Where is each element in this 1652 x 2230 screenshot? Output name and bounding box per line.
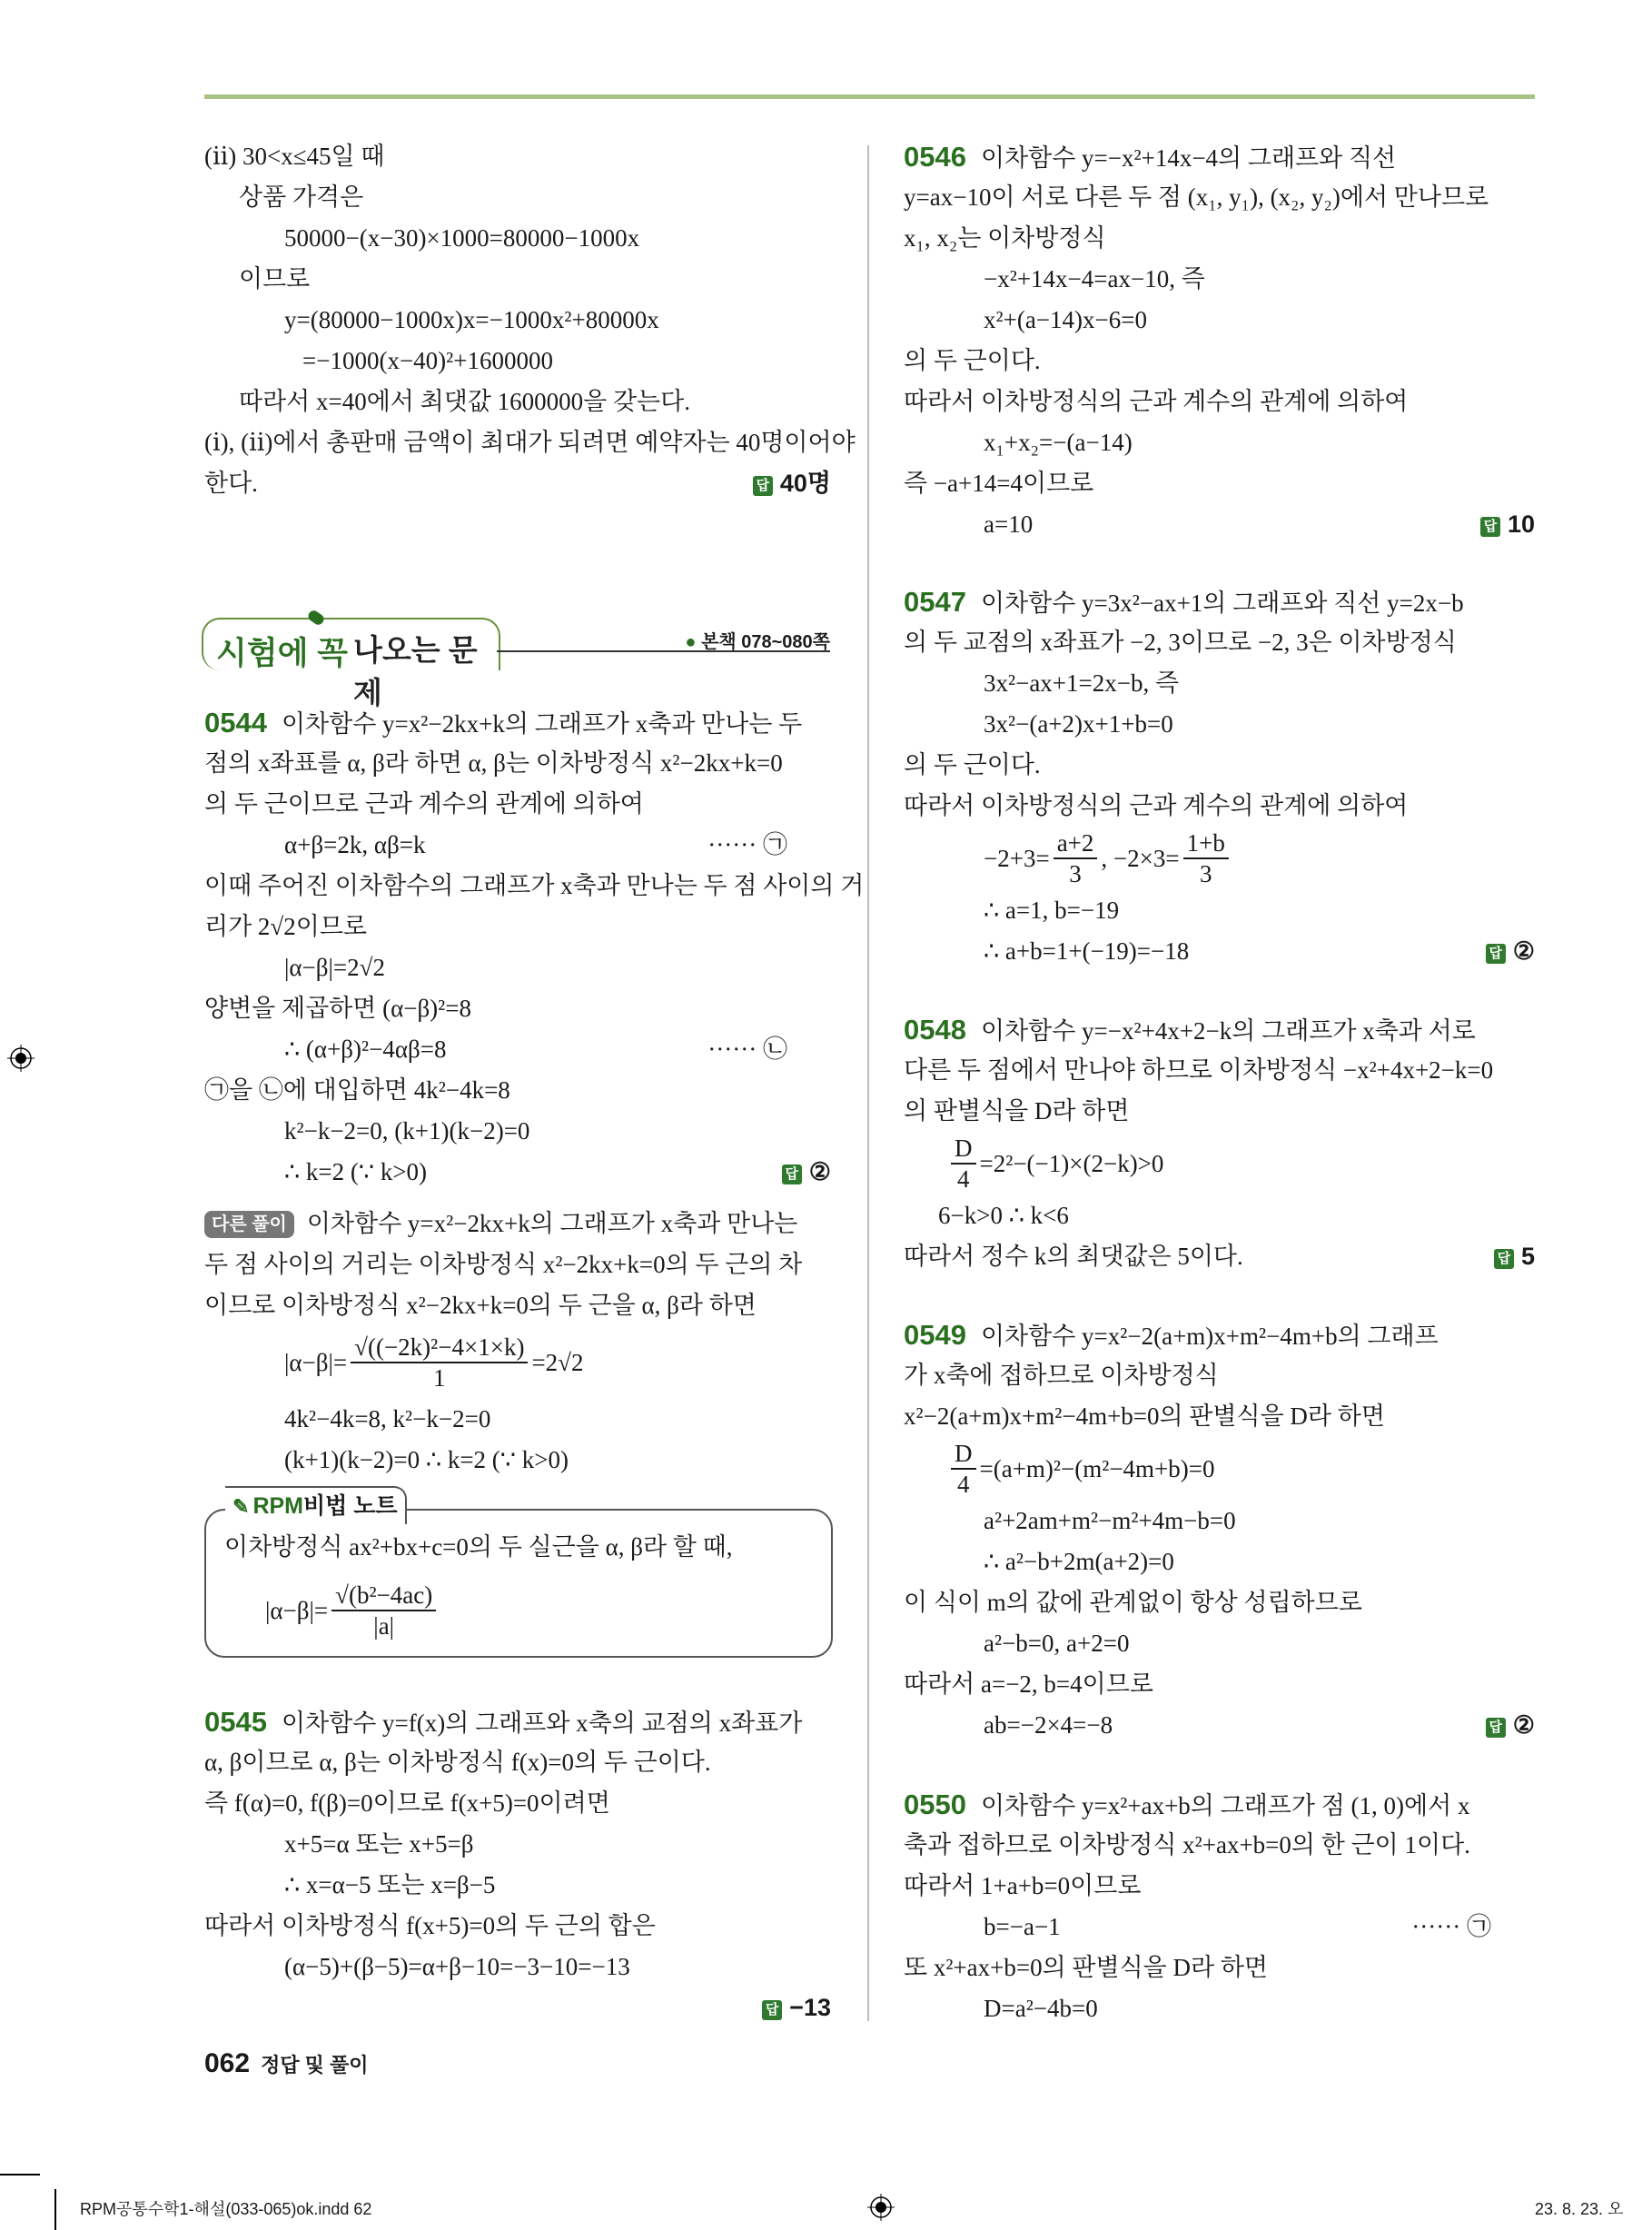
denominator: 3 [1069,860,1082,887]
text-line: 50000−(x−30)×1000=80000−1000x [284,224,640,252]
text-line: x₁+x₂=−(a−14) [984,429,1133,456]
denominator: 4 [957,1165,970,1193]
text-line: 의 두 근이다. [904,347,1041,374]
text-line: 따라서 1+a+b=0이므로 [904,1872,1142,1899]
denominator: 3 [1199,860,1212,887]
fraction [951,1134,976,1194]
slug-date: 23. 8. 23. 오 [1535,2200,1624,2218]
text: 한다. [204,470,258,497]
problem-0545 [204,1701,831,2028]
fraction [951,1439,976,1499]
bullet-icon: ● [685,632,702,652]
text-line [904,1009,1535,1050]
text-line: ㉠을 ㉡에 대입하면 4k²−4k=8 [204,1076,510,1104]
problem-0550 [904,1784,1535,2029]
note-label-text: 비법 노트 [303,1493,398,1519]
text-line [204,463,831,504]
text-line: y=ax−10이 서로 다른 두 점 (x₁, y₁), (x₂, y₂)에서 만나므로 [904,183,1489,211]
answer-badge-icon: 답 [1486,1718,1506,1738]
text: =(a+m)²−(m²−4m+b)=0 [979,1454,1215,1482]
note-text: 이차방정식 ax²+bx+c=0의 두 실근을 α, β라 할 때, [224,1533,733,1561]
numerator: √(b²−4ac) [331,1581,436,1611]
text-line: x+5=α 또는 x+5=β [284,1830,474,1858]
alternate-solution [204,1204,831,1481]
section-title-green: 시험에 꼭 [216,636,348,671]
rpm-note-box [204,1509,833,1658]
text-line: 따라서 이차방정식의 근과 계수의 관계에 의하여 [904,388,1409,415]
answer [1480,504,1535,545]
text-line: 따라서 a=−2, b=4이므로 [904,1670,1153,1698]
fraction [1054,828,1098,888]
text: ab=−2×4=−8 [984,1711,1113,1739]
text-line: k²−k−2=0, (k+1)(k−2)=0 [284,1117,530,1145]
text: =2√2 [531,1348,584,1376]
text-line: (ⅱ) 30<x≤45일 때 [204,143,385,170]
text: ∴ (α+β)²−4αβ=8 [284,1036,447,1063]
answer-value: 10 [1507,510,1535,538]
answer-badge-icon: 답 [762,2000,782,2020]
text-line: 다른 두 점에서 만나야 하므로 이차방정식 −x²+4x+2−k=0 [904,1056,1494,1084]
answer-value: ② [1512,1711,1535,1739]
fraction [331,1581,436,1640]
text-line: 이 식이 m의 값에 관계없이 항상 성립하므로 [904,1589,1362,1616]
text-line: 가 x축에 접하므로 이차방정식 [904,1362,1219,1389]
text: −2+3= [984,844,1050,872]
text: ∴ k=2 (∵ k>0) [284,1158,428,1185]
text-line: ∴ a²−b+2m(a+2)=0 [984,1548,1174,1575]
answer [1486,931,1535,972]
text-line: 즉 −a+14=4이므로 [904,470,1094,497]
fraction-line [204,1326,831,1399]
text-line [904,581,1535,622]
text-line: x₁, x₂는 이차방정식 [904,224,1106,252]
text-line: 즉 f(α)=0, f(β)=0이므로 f(x+5)=0이려면 [204,1789,610,1817]
problem-number: 0549 [904,1319,966,1351]
registration-mark-icon [7,1045,35,1072]
text-line: 이므로 [239,265,311,292]
equation-marker: ······ ㉠ [707,831,787,858]
numerator: √((−2k)²−4×1×k) [351,1333,528,1363]
text-line: 따라서 이차방정식의 근과 계수의 관계에 의하여 [904,792,1409,819]
text-line [204,1204,831,1244]
pin-icon [306,609,326,627]
problem-number: 0547 [904,586,966,618]
text-line: ∴ a=1, b=−19 [984,897,1120,924]
answer-badge-icon: 답 [753,476,773,496]
text-line: 의 두 교점의 x좌표가 −2, 3이므로 −2, 3은 이차방정식 [904,629,1457,656]
text-line: =−1000(x−40)²+1600000 [302,347,553,374]
problem-number: 0545 [204,1706,267,1738]
text-line: 따라서 이차방정식 f(x+5)=0의 두 근의 합은 [204,1912,656,1939]
text-line: 양변을 제곱하면 (α−β)²=8 [204,995,471,1022]
text-line [204,1152,831,1193]
denominator: |a| [373,1612,395,1640]
text-line [904,1314,1535,1355]
prev-solution-continued [204,136,856,504]
numerator: 1+b [1183,828,1229,859]
text-line: (ⅰ), (ⅱ)에서 총판매 금액이 최대가 되려면 예약자는 40명이어야 [204,429,856,456]
footer-title: 정답 및 풀이 [261,2054,369,2076]
answer [762,1987,831,2028]
text-line [904,1705,1535,1746]
text: 이차함수 y=−x²+4x+2−k의 그래프가 x축과 서로 [980,1017,1476,1045]
text-line: 의 두 근이다. [904,751,1041,778]
text-line: 따라서 x=40에서 최댓값 1600000을 갖는다. [239,388,690,415]
text-line: 또 x²+ax+b=0의 판별식을 D라 하면 [904,1954,1268,1981]
text-line: D=a²−4b=0 [984,1995,1098,2022]
text: =2²−(−1)×(2−k)>0 [979,1149,1164,1177]
text-line [204,825,831,866]
text-line [904,1236,1535,1277]
text: 이차함수 y=x²−2kx+k의 그래프가 x축과 만나는 두 [281,710,803,738]
text-line: 축과 접하므로 이차방정식 x²+ax+b=0의 한 근이 1이다. [904,1831,1470,1858]
text-line [904,1784,1535,1825]
problem-number: 0548 [904,1014,966,1046]
text: |α−β|= [265,1596,329,1624]
text-line: 4k²−4k=8, k²−k−2=0 [284,1405,491,1432]
text-line: |α−β|=2√2 [284,954,385,981]
text-line [204,1029,831,1070]
text: 이차함수 y=x²+ax+b의 그래프가 점 (1, 0)에서 x [980,1792,1470,1819]
equation-marker: ······ ㉡ [707,1036,787,1063]
column-divider [867,145,869,2021]
text-line: x²−2(a+m)x+m²−4m+b=0의 판별식을 D라 하면 [904,1402,1385,1430]
registration-mark-icon [867,2194,895,2221]
text-line: 의 판별식을 D라 하면 [904,1097,1130,1125]
answer-value: 5 [1520,1243,1535,1270]
answer-value: ② [808,1158,831,1185]
text-line [904,136,1535,177]
text-line: (k+1)(k−2)=0 ∴ k=2 (∵ k>0) [284,1446,569,1473]
problem-number: 0544 [204,707,267,738]
numerator: a+2 [1054,828,1098,859]
note-pencil-icon: ✎ [232,1495,250,1518]
text-line [204,702,831,743]
text-line: y=(80000−1000x)x=−1000x²+80000x [284,306,659,333]
answer-badge-icon: 답 [1486,944,1506,964]
answer-value: −13 [789,1994,831,2021]
text-line [904,931,1535,972]
page-number: 062 [204,2048,251,2078]
text-line: 이때 주어진 이차함수의 그래프가 x축과 만나는 두 점 사이의 거 [204,872,865,899]
fraction-line [904,1437,1535,1501]
problem-0548 [904,1009,1535,1277]
equation-marker: ······ ㉠ [1411,1913,1491,1940]
alternate-solution-tag: 다른 풀이 [204,1211,294,1238]
text-line: x²+(a−14)x−6=0 [984,306,1147,333]
note-label-rpm: RPM [252,1493,303,1519]
answer-badge-icon: 답 [782,1165,802,1184]
text-line: 이므로 이차방정식 x²−2kx+k=0의 두 근을 α, β라 하면 [204,1292,757,1319]
text: 이차함수 y=−x²+14x−4의 그래프와 직선 [980,144,1397,172]
text: 이차함수 y=f(x)의 그래프와 x축의 교점의 x좌표가 [281,1710,803,1737]
text-line: α, β이므로 α, β는 이차방정식 f(x)=0의 두 근이다. [204,1749,711,1776]
answer-value: 40명 [779,470,831,497]
problem-0546 [904,136,1535,545]
numerator: D [951,1439,976,1470]
text-line: −x²+14x−4=ax−10, 즉 [984,265,1205,292]
answer [1486,1705,1535,1746]
problem-0544 [204,702,865,1193]
problem-number: 0546 [904,141,966,173]
text-line: 의 두 근이므로 근과 계수의 관계에 의하여 [204,790,644,818]
text-line [904,1907,1535,1948]
answer-badge-icon: 답 [1494,1249,1514,1269]
crop-mark [54,2189,56,2230]
text: a=10 [984,510,1034,538]
fraction-line [904,1132,1535,1195]
answer [1494,1236,1535,1277]
fraction [351,1333,528,1393]
rpm-note-label [225,1486,407,1524]
text-line: a²−b=0, a+2=0 [984,1630,1130,1657]
section-title-black: 나오는 문제 [353,633,478,709]
text: b=−a−1 [984,1913,1061,1940]
header-rule [204,94,1535,99]
crop-mark [0,2174,40,2175]
fraction-line [904,827,1535,890]
page-footer [204,2048,369,2079]
slug-filename: RPM공통수학1-해설(033-065)ok.indd 62 [80,2200,372,2218]
text-line: 상품 가격은 [239,183,364,211]
problem-number: 0550 [904,1789,966,1820]
answer [753,463,831,504]
text-line: 3x²−(a+2)x+1+b=0 [984,710,1173,738]
text-line [204,1701,831,1742]
text-line: 점의 x좌표를 α, β라 하면 α, β는 이차방정식 x²−2kx+k=0 [204,749,783,777]
text: , −2×3= [1101,844,1180,872]
text: 따라서 정수 k의 최댓값은 5이다. [904,1243,1243,1270]
numerator: D [951,1134,976,1165]
note-formula [265,1574,440,1647]
text: 이차함수 y=3x²−ax+1의 그래프와 직선 y=2x−b [980,590,1464,617]
section-reference [685,627,830,653]
denominator: 4 [957,1471,970,1498]
fraction [1183,828,1229,888]
text-line: 6−k>0 ∴ k<6 [938,1202,1069,1229]
text-line: 두 점 사이의 거리는 이차방정식 x²−2kx+k=0의 두 근의 차 [204,1251,803,1278]
reference-text: 본책 078~080쪽 [701,632,830,652]
section-header [202,618,500,709]
text-line [904,504,1535,545]
text-line: 리가 2√2이므로 [204,913,367,940]
text: 이차함수 y=x²−2kx+k의 그래프가 x축과 만나는 [306,1210,798,1237]
answer-value: ② [1512,937,1535,965]
problem-0547 [904,581,1535,972]
text: 이차함수 y=x²−2(a+m)x+m²−4m+b의 그래프 [980,1323,1439,1350]
text-line: a²+2am+m²−m²+4m−b=0 [984,1507,1236,1534]
text-line: (α−5)+(β−5)=α+β−10=−3−10=−13 [284,1953,630,1980]
text: |α−β|= [284,1348,348,1376]
denominator: 1 [433,1364,446,1392]
answer-badge-icon: 답 [1480,517,1500,537]
text-line: 3x²−ax+1=2x−b, 즉 [984,669,1180,697]
text: α+β=2k, αβ=k [284,831,426,858]
text-line [204,1987,831,2028]
text: ∴ a+b=1+(−19)=−18 [984,937,1190,965]
problem-0549 [904,1314,1535,1746]
answer [782,1152,831,1193]
text-line: ∴ x=α−5 또는 x=β−5 [284,1871,496,1898]
